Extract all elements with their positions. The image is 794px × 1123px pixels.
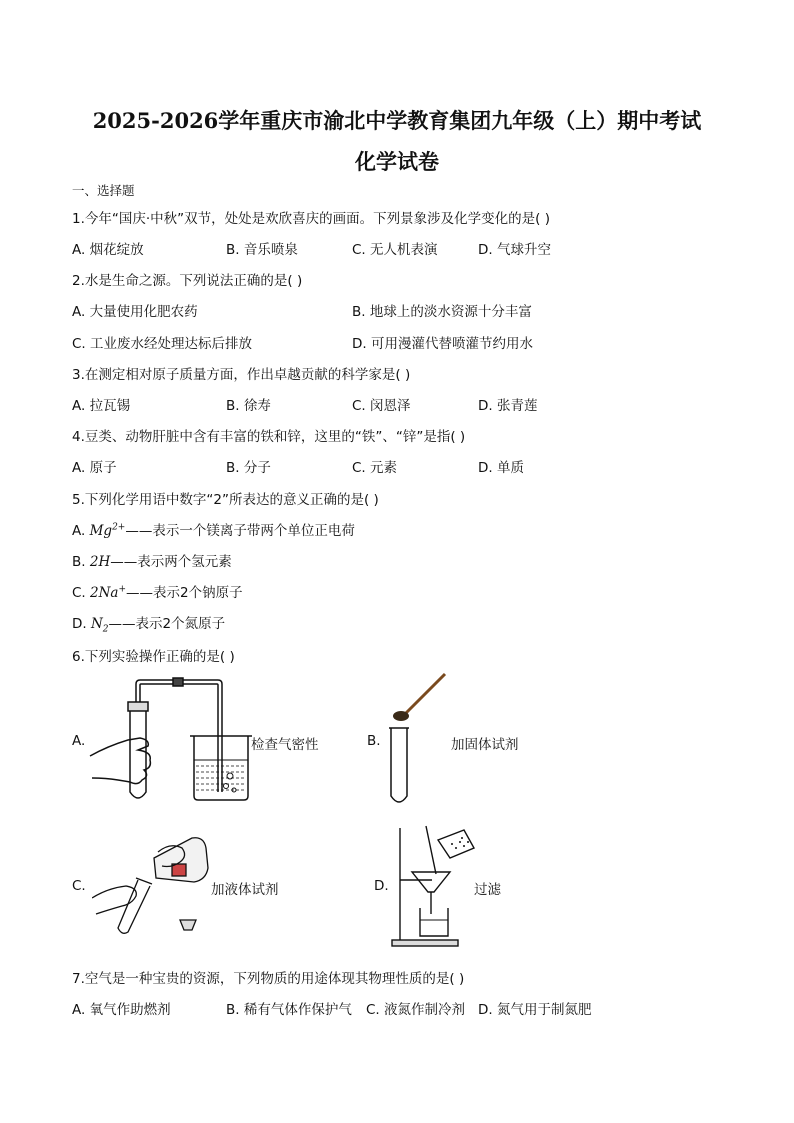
question-1-stem: 1.今年“国庆·中秋”双节，处处是欢欣喜庆的画面。下列景象涉及化学变化的是( ) — [72, 211, 550, 227]
question-6-option-a-label: 检查气密性 — [251, 737, 319, 753]
question-3-option-a: A. 拉瓦锡 — [72, 398, 131, 414]
question-3-stem: 3.在测定相对原子质量方面，作出卓越贡献的科学家是( ) — [72, 367, 411, 383]
question-6-option-d-letter: D. — [374, 878, 389, 894]
question-1-option-a: A. 烟花绽放 — [72, 242, 144, 258]
option-letter: D. — [72, 616, 91, 632]
formula-2h: 2H — [89, 554, 111, 570]
question-7-option-d: D. 氮气用于制氮肥 — [478, 1002, 592, 1018]
adding-solid-reagent-diagram — [385, 670, 455, 810]
exam-subtitle: 化学试卷 — [355, 149, 439, 174]
question-2-stem: 2.水是生命之源。下列说法正确的是( ) — [72, 273, 303, 289]
question-6-option-c-letter: C. — [72, 878, 86, 894]
question-5-option-c — [72, 581, 243, 601]
option-text: ——表示2个氮原子 — [108, 616, 226, 632]
formula-charge: 2+ — [112, 522, 126, 533]
question-2-option-b: B. 地球上的淡水资源十分丰富 — [352, 304, 532, 320]
formula-charge: + — [118, 584, 127, 595]
option-letter: B. — [72, 554, 90, 570]
question-6-option-d-label: 过滤 — [474, 882, 501, 898]
question-1-option-b: B. 音乐喷泉 — [226, 242, 298, 258]
option-letter: C. — [72, 585, 91, 601]
question-5-option-b — [72, 550, 232, 570]
option-text: ——表示一个镁离子带两个单位正电荷 — [125, 523, 355, 539]
question-2-option-d: D. 可用漫灌代替喷灌节约用水 — [352, 336, 533, 352]
formula-2na: 2Na — [90, 585, 119, 601]
question-7-stem: 7.空气是一种宝贵的资源，下列物质的用途体现其物理性质的是( ) — [72, 971, 465, 987]
question-3-option-b: B. 徐寿 — [226, 398, 271, 414]
question-7-option-b: B. 稀有气体作保护气 — [226, 1002, 352, 1018]
option-letter: A. — [72, 523, 90, 539]
question-3-option-c: C. 闵恩泽 — [352, 398, 411, 414]
question-3-option-d: D. 张青莲 — [478, 398, 538, 414]
question-5-option-d — [72, 612, 225, 635]
question-1-option-c: C. 无人机表演 — [352, 242, 438, 258]
question-4-stem: 4.豆类、动物肝脏中含有丰富的铁和锌，这里的“铁”、“锌”是指( ) — [72, 429, 466, 445]
question-4-option-d: D. 单质 — [478, 460, 524, 476]
question-7-option-c: C. 液氮作制冷剂 — [366, 1002, 466, 1018]
question-2-option-a: A. 大量使用化肥农药 — [72, 304, 198, 320]
question-2-option-c: C. 工业废水经处理达标后排放 — [72, 336, 253, 352]
question-5-option-a — [72, 519, 355, 539]
formula-n2: N — [90, 616, 103, 632]
question-6-option-a-letter: A. — [72, 733, 86, 749]
question-7-option-a: A. 氧气作助燃剂 — [72, 1002, 171, 1018]
formula-subscript: 2 — [102, 624, 109, 635]
filtration-diagram — [390, 822, 480, 950]
exam-title: 2025-2026学年重庆市渝北中学教育集团九年级（上）期中考试 — [92, 108, 702, 133]
question-4-option-b: B. 分子 — [226, 460, 271, 476]
airtightness-check-diagram — [88, 672, 253, 807]
section-heading: 一、选择题 — [72, 183, 135, 198]
formula-mg: Mg — [89, 523, 113, 539]
question-6-option-c-label: 加液体试剂 — [211, 882, 279, 898]
question-6-option-b-label: 加固体试剂 — [451, 737, 519, 753]
question-6-option-b-letter: B. — [367, 733, 381, 749]
question-4-option-a: A. 原子 — [72, 460, 117, 476]
option-text: ——表示两个氢元素 — [110, 554, 232, 570]
question-4-option-c: C. 元素 — [352, 460, 398, 476]
option-text: ——表示2个钠原子 — [126, 585, 243, 601]
adding-liquid-reagent-diagram — [92, 828, 212, 940]
question-1-option-d: D. 气球升空 — [478, 242, 551, 258]
question-5-stem: 5.下列化学用语中数字“2”所表达的意义正确的是( ) — [72, 492, 379, 508]
question-6-stem: 6.下列实验操作正确的是( ) — [72, 649, 235, 665]
